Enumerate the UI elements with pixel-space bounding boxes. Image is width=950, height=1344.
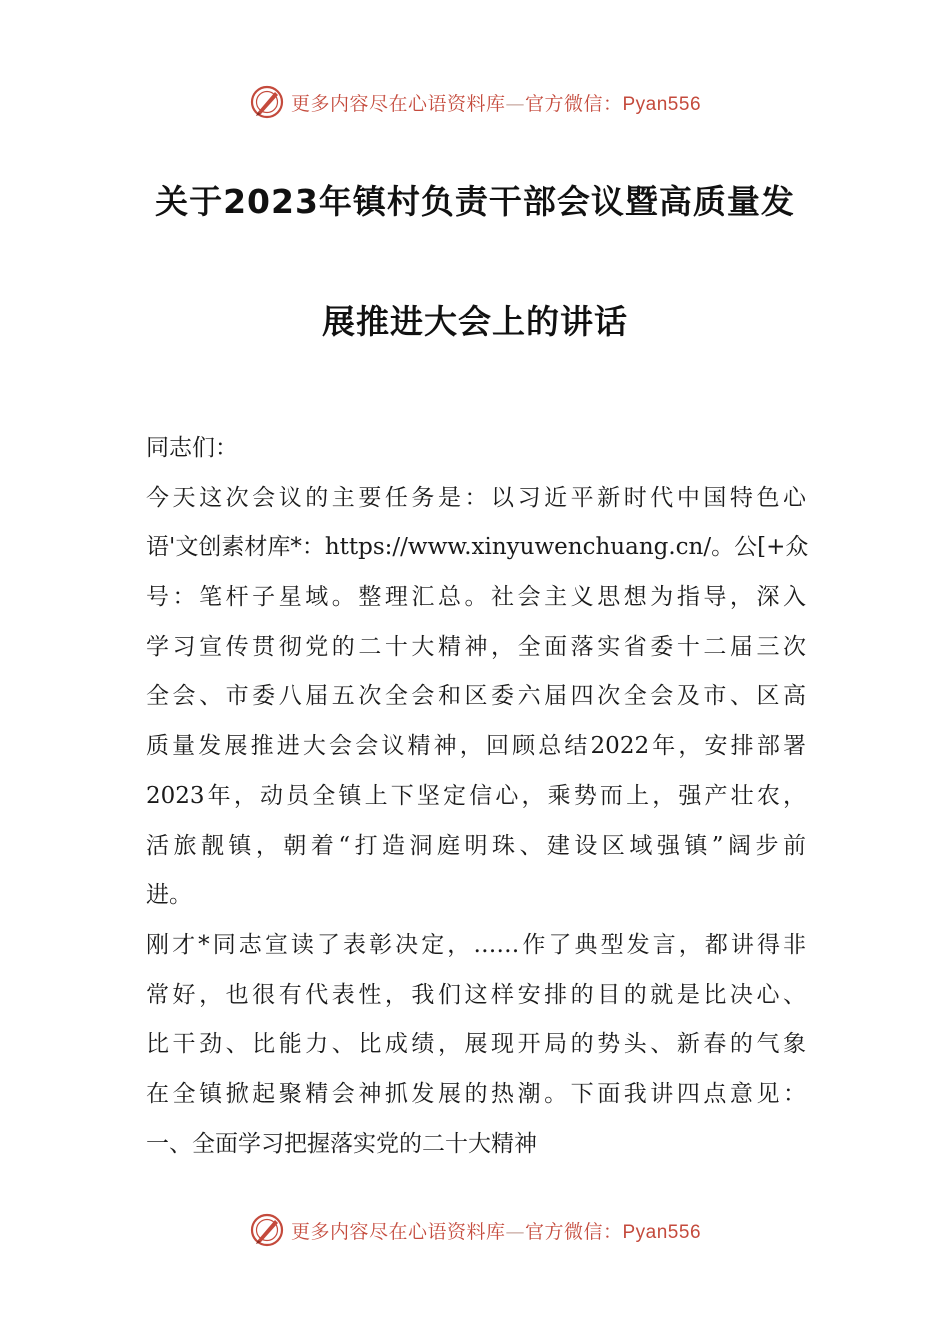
- wechat-id: Pyan556: [622, 1221, 702, 1243]
- document-body: [146, 424, 809, 1169]
- quill-logo-icon: [249, 1212, 285, 1248]
- document-title-line-2: 展推进大会上的讲话: [322, 302, 628, 341]
- paragraph-line: 语'文创素材库*：https://www.xinyuwenchuang.cn/。公[+众: [146, 534, 809, 561]
- paragraph-line: 进。: [146, 882, 192, 909]
- paragraph-line: 刚才*同志宣读了表彰决定，……作了典型发言，都讲得非: [146, 931, 806, 958]
- section-heading: 一、全面学习把握落实党的二十大精神: [146, 1130, 537, 1157]
- paragraph-line: 学习宣传贯彻党的二十大精神，全面落实省委十二届三次: [146, 633, 806, 660]
- paragraph-line: 质量发展推进大会会议精神，回顾总结2022年，安排部署: [146, 733, 806, 760]
- paragraph-line: 今天这次会议的主要任务是：以习近平新时代中国特色心: [146, 484, 806, 511]
- wechat-id: Pyan556: [622, 93, 702, 115]
- footer-watermark: [0, 1208, 950, 1252]
- paragraph-line: 2023年，动员全镇上下坚定信心，乘势而上，强产壮农，: [146, 782, 806, 809]
- paragraph-line: 常好，也很有代表性，我们这样安排的目的就是比决心、: [146, 981, 806, 1008]
- paragraph-line: 号：笔杆子星域。整理汇总。社会主义思想为指导，深入: [146, 584, 806, 611]
- paragraph-line: 活旅靓镇，朝着“打造洞庭明珠、建设区域强镇”阔步前: [146, 832, 806, 859]
- quill-logo-icon: [249, 84, 285, 120]
- paragraph-line: 在全镇掀起聚精会神抓发展的热潮。下面我讲四点意见：: [146, 1080, 806, 1107]
- header-watermark: [0, 80, 950, 124]
- watermark-text: 更多内容尽在心语资料库—官方微信：Pyan556: [290, 92, 702, 115]
- document-title-line-1: 关于2023年镇村负责干部会议暨高质量发: [155, 182, 795, 221]
- watermark-text: 更多内容尽在心语资料库—官方微信：Pyan556: [290, 1220, 702, 1243]
- paragraph-line: 比干劲、比能力、比成绩，展现开局的势头、新春的气象: [146, 1031, 806, 1058]
- salutation: 同志们：: [146, 435, 238, 461]
- paragraph-line: 全会、市委八届五次全会和区委六届四次全会及市、区高: [146, 683, 806, 710]
